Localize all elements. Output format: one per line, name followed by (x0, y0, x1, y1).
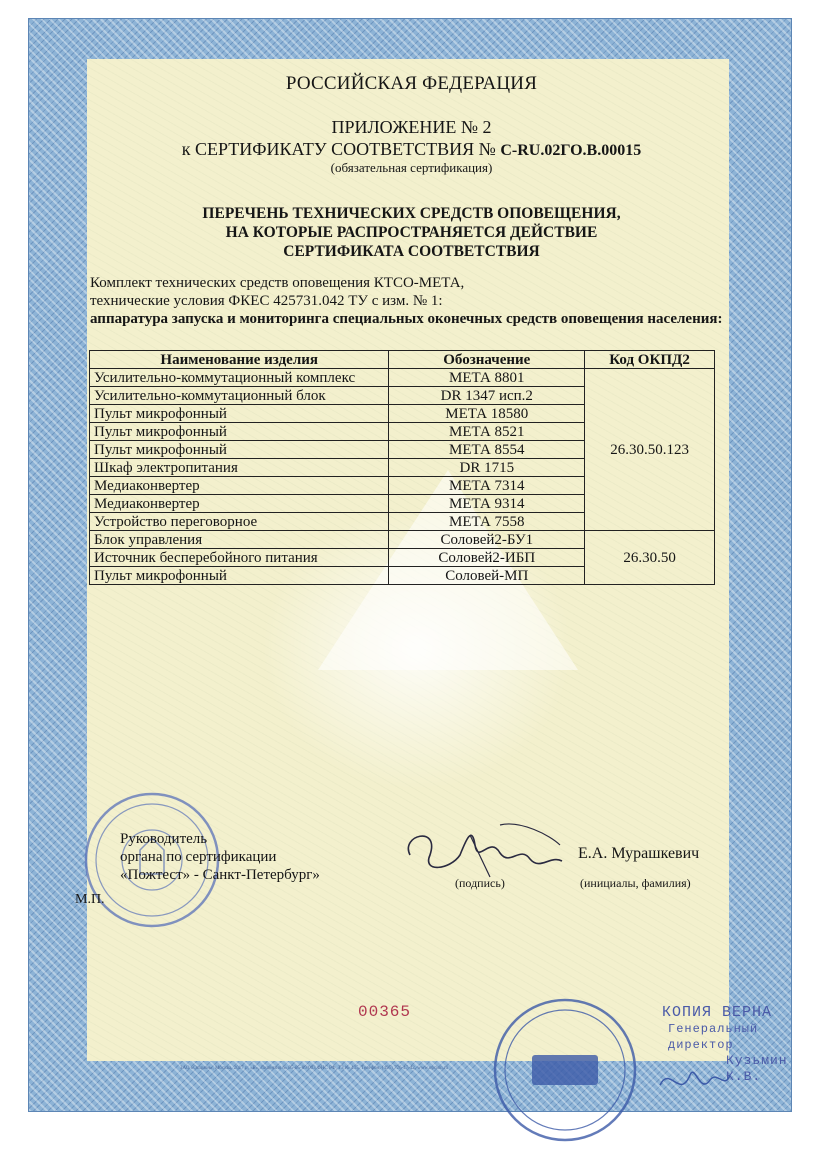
mandatory-note: (обязательная сертификация) (330, 160, 493, 175)
row-code: Соловей2-БУ1 (389, 531, 585, 549)
equipment-table (89, 350, 715, 585)
heading-line: ПЕРЕЧЕНЬ ТЕХНИЧЕСКИХ СРЕДСТВ ОПОВЕЩЕНИЯ, (202, 205, 621, 222)
copy-line: Кузьмин К.В. (726, 1053, 788, 1084)
row-name: Блок управления (90, 531, 389, 549)
okpd-code: 26.30.50.123 (585, 369, 715, 531)
appendix-title: ПРИЛОЖЕНИЕ № 2 (331, 117, 492, 137)
certificate-number: C-RU.02ГО.В.00015 (500, 142, 642, 159)
row-name: Пульт микрофонный (90, 441, 389, 459)
country-title: РОССИЙСКАЯ ФЕДЕРАЦИЯ (285, 73, 538, 94)
row-name: Пульт микрофонный (90, 405, 389, 423)
intro-line: Комплект технических средств оповещения КТСО-МЕТА, (90, 275, 465, 291)
okpd-code: 26.30.50 (585, 531, 715, 585)
row-name: Пульт микрофонный (90, 567, 389, 585)
certificate-line (0, 139, 823, 160)
table-header-row (90, 351, 715, 369)
company-stamp (490, 995, 640, 1145)
header-code: Обозначение (389, 351, 585, 369)
table-row (90, 369, 715, 387)
row-code: МЕТА 7558 (389, 513, 585, 531)
org-line: «Пожтест» - Санкт-Петербург» (120, 867, 320, 883)
row-code: Соловей-МП (389, 567, 585, 585)
org-line: органа по сертификации (120, 849, 277, 865)
initials-caption: (инициалы, фамилия) (580, 876, 691, 890)
row-code: МЕТА 8521 (389, 423, 585, 441)
copy-line: Генеральный директор (668, 1022, 759, 1052)
intro-line: технические условия ФКЕС 425731.042 ТУ с изм. № 1: (90, 293, 443, 309)
row-code: МЕТА 8801 (389, 369, 585, 387)
copy-line: КОПИЯ ВЕРНА (662, 1004, 773, 1021)
heading-line: СЕРТИФИКАТА СООТВЕТСТВИЯ (283, 243, 540, 260)
printer-fine-print: ЗАО «Опцион», Москва, 2017 г., «Б», Лицензия № 05-05-09/003 ФНС РФ, ТЗ № 435. Телефон: (495) 726-47-42, www.opcion.ru (180, 1066, 449, 1071)
header-name: Наименование изделия (90, 351, 389, 369)
list-heading (0, 204, 823, 261)
form-serial-number: 00365 (358, 1003, 412, 1021)
row-name: Медиаконвертер (90, 495, 389, 513)
intro-text (90, 274, 730, 328)
certificate-prefix: к СЕРТИФИКАТУ СООТВЕТСТВИЯ № (181, 139, 496, 159)
signatory-organization (120, 830, 320, 884)
row-name: Шкаф электропитания (90, 459, 389, 477)
heading-line: НА КОТОРЫЕ РАСПРОСТРАНЯЕТСЯ ДЕЙСТВИЕ (225, 224, 598, 241)
table-row (90, 531, 715, 549)
row-name: Усилительно-коммутационный комплекс (90, 369, 389, 387)
row-code: DR 1715 (389, 459, 585, 477)
row-code: МЕТА 8554 (389, 441, 585, 459)
row-code: МЕТА 9314 (389, 495, 585, 513)
row-name: Усилительно-коммутационный блок (90, 387, 389, 405)
row-name: Пульт микрофонный (90, 423, 389, 441)
row-name: Медиаконвертер (90, 477, 389, 495)
seal-place-label: М.П. (75, 892, 105, 907)
signer-name: Е.А. Мурашкевич (578, 845, 700, 862)
handwritten-signature (400, 815, 580, 885)
row-code: Соловей2-ИБП (389, 549, 585, 567)
row-name: Устройство переговорное (90, 513, 389, 531)
signature-caption: (подпись) (455, 876, 505, 890)
intro-line-bold: аппаратура запуска и мониторинга специальных оконечных средств оповещения населения: (90, 311, 723, 327)
org-line: Руководитель (120, 831, 208, 847)
copy-signature (655, 1055, 735, 1105)
header-okpd: Код ОКПД2 (585, 351, 715, 369)
row-code: МЕТА 18580 (389, 405, 585, 423)
row-code: МЕТА 7314 (389, 477, 585, 495)
row-code: DR 1347 исп.2 (389, 387, 585, 405)
row-name: Источник бесперебойного питания (90, 549, 389, 567)
